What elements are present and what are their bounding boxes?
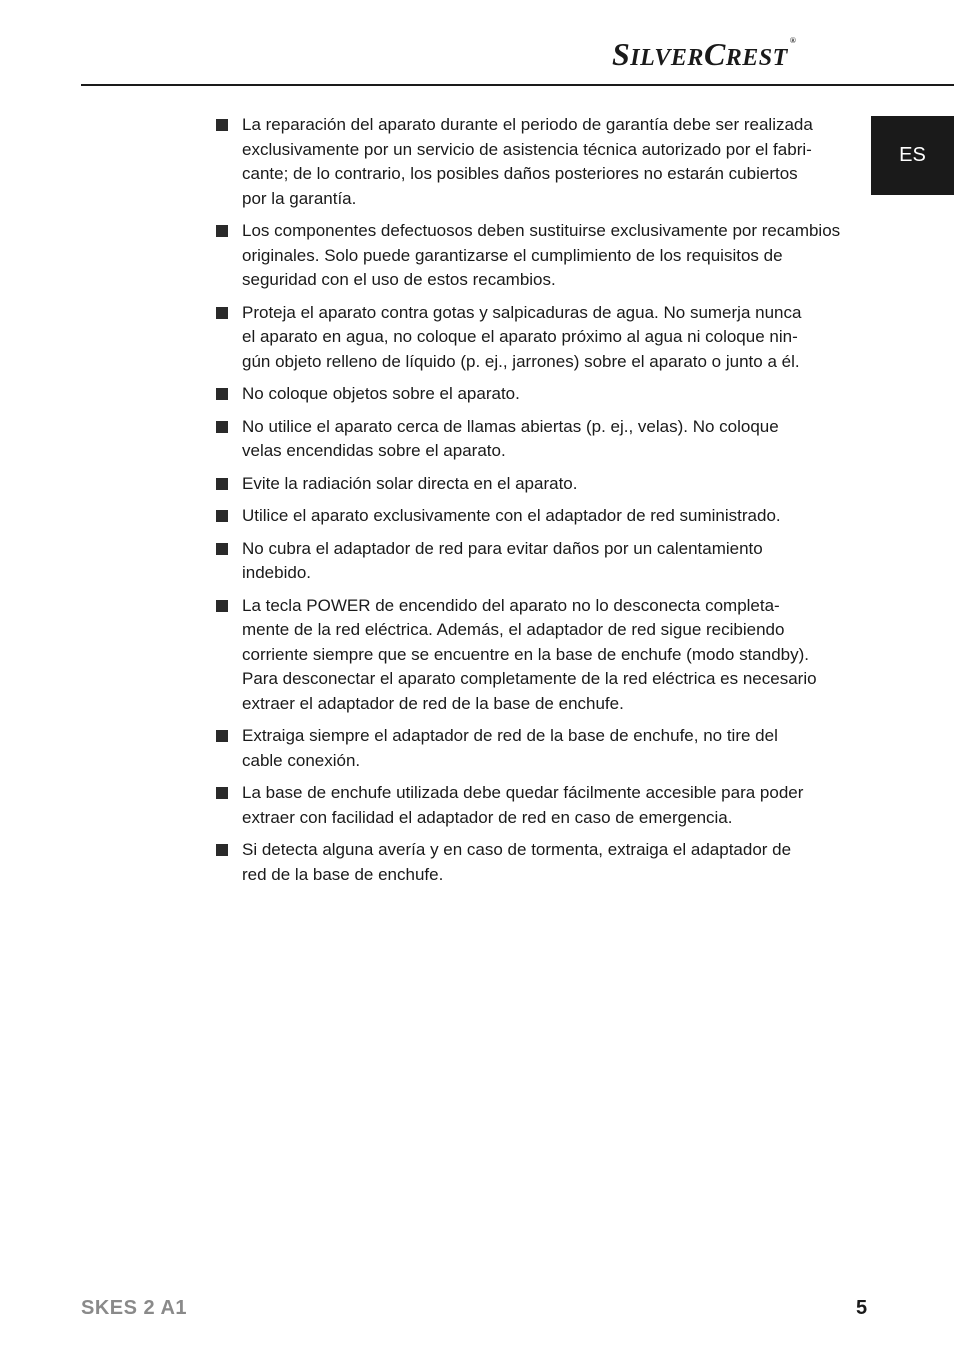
list-item (214, 594, 842, 717)
list-item (214, 504, 842, 529)
square-bullet-icon (214, 724, 242, 749)
list-item-text: Extraiga siempre el adaptador de red de la base de enchufe, no tire del cable conexión. (242, 726, 778, 770)
registered-mark: ® (789, 36, 797, 45)
list-item (214, 724, 842, 773)
header-divider (81, 84, 954, 86)
list-item-text: No utilice el aparato cerca de llamas abiertas (p. ej., velas). No coloque velas encendidas sobre el aparato. (242, 416, 779, 460)
square-bullet-icon (214, 594, 242, 619)
list-item (214, 113, 842, 211)
square-bullet-icon (214, 219, 242, 244)
list-item-text: Si detecta alguna avería y en caso de tormenta, extraiga el adaptador de red de la base de enchufe. (242, 840, 792, 884)
list-item (214, 219, 842, 293)
list-item-text: No cubra el adaptador de red para evitar daños por un calentamiento indebido. (242, 538, 763, 582)
list-item (214, 537, 842, 586)
list-item (214, 415, 842, 464)
language-tab (871, 116, 954, 195)
square-bullet-icon (214, 537, 242, 562)
logo-letter-c: C (703, 36, 726, 72)
list-item-text: No coloque objetos sobre el aparato. (242, 384, 520, 403)
square-bullet-icon (214, 838, 242, 863)
footer-model-number: SKES 2 A1 (81, 1297, 188, 1319)
list-item (214, 472, 842, 497)
logo-text-ilver: ILVER (630, 45, 704, 71)
list-item (214, 301, 842, 375)
list-item (214, 838, 842, 887)
list-item-text: La reparación del aparato durante el periodo de garantía debe ser realizada exclusivamente por un servicio de asistencia técnica autorizado por el fabri- cante; de lo contrario, los posibles daños posteriores no estarán cubiertos por la garantía. (242, 115, 813, 208)
list-item-text: Los componentes defectuosos deben sustituirse exclusivamente por recambios originales. Solo puede garantizarse el cumplimiento de los requisitos de seguridad con el uso de estos recambios. (242, 221, 841, 289)
page-number: 5 (856, 1297, 868, 1319)
list-item-text: La base de enchufe utilizada debe quedar fácilmente accesible para poder extraer con facilidad el adaptador de red en caso de emergencia. (242, 783, 804, 827)
logo-text-rest: REST (725, 45, 788, 71)
square-bullet-icon (214, 781, 242, 806)
list-item-text: Utilice el aparato exclusivamente con el adaptador de red suministrado. (242, 506, 781, 525)
square-bullet-icon (214, 301, 242, 326)
square-bullet-icon (214, 472, 242, 497)
safety-instructions-list (214, 113, 842, 895)
list-item-text: La tecla POWER de encendido del aparato no lo desconecta completa- mente de la red eléctrica. Además, el adaptador de red sigue recibiendo corriente siempre que se encuentre en la base de enchufe (modo standby). Para desconectar el aparato completamente de la red eléctrica es necesario extraer el adaptador de red de la base de enchufe. (242, 595, 817, 713)
list-item-text: Proteja el aparato contra gotas y salpicaduras de agua. No sumerja nunca el aparato en agua, no coloque el aparato próximo al agua ni coloque nin- gún objeto relleno de líquido (p. ej., jarrones) sobre el aparato o junto a él. (242, 302, 802, 371)
language-tab-label: ES (899, 144, 926, 166)
square-bullet-icon (214, 382, 242, 407)
list-item-text: Evite la radiación solar directa en el aparato. (242, 473, 578, 493)
list-item (214, 382, 842, 407)
logo-letter-s: S (612, 36, 631, 72)
list-item (214, 781, 842, 830)
brand-logo (612, 36, 796, 73)
square-bullet-icon (214, 113, 242, 138)
square-bullet-icon (214, 415, 242, 440)
square-bullet-icon (214, 504, 242, 529)
